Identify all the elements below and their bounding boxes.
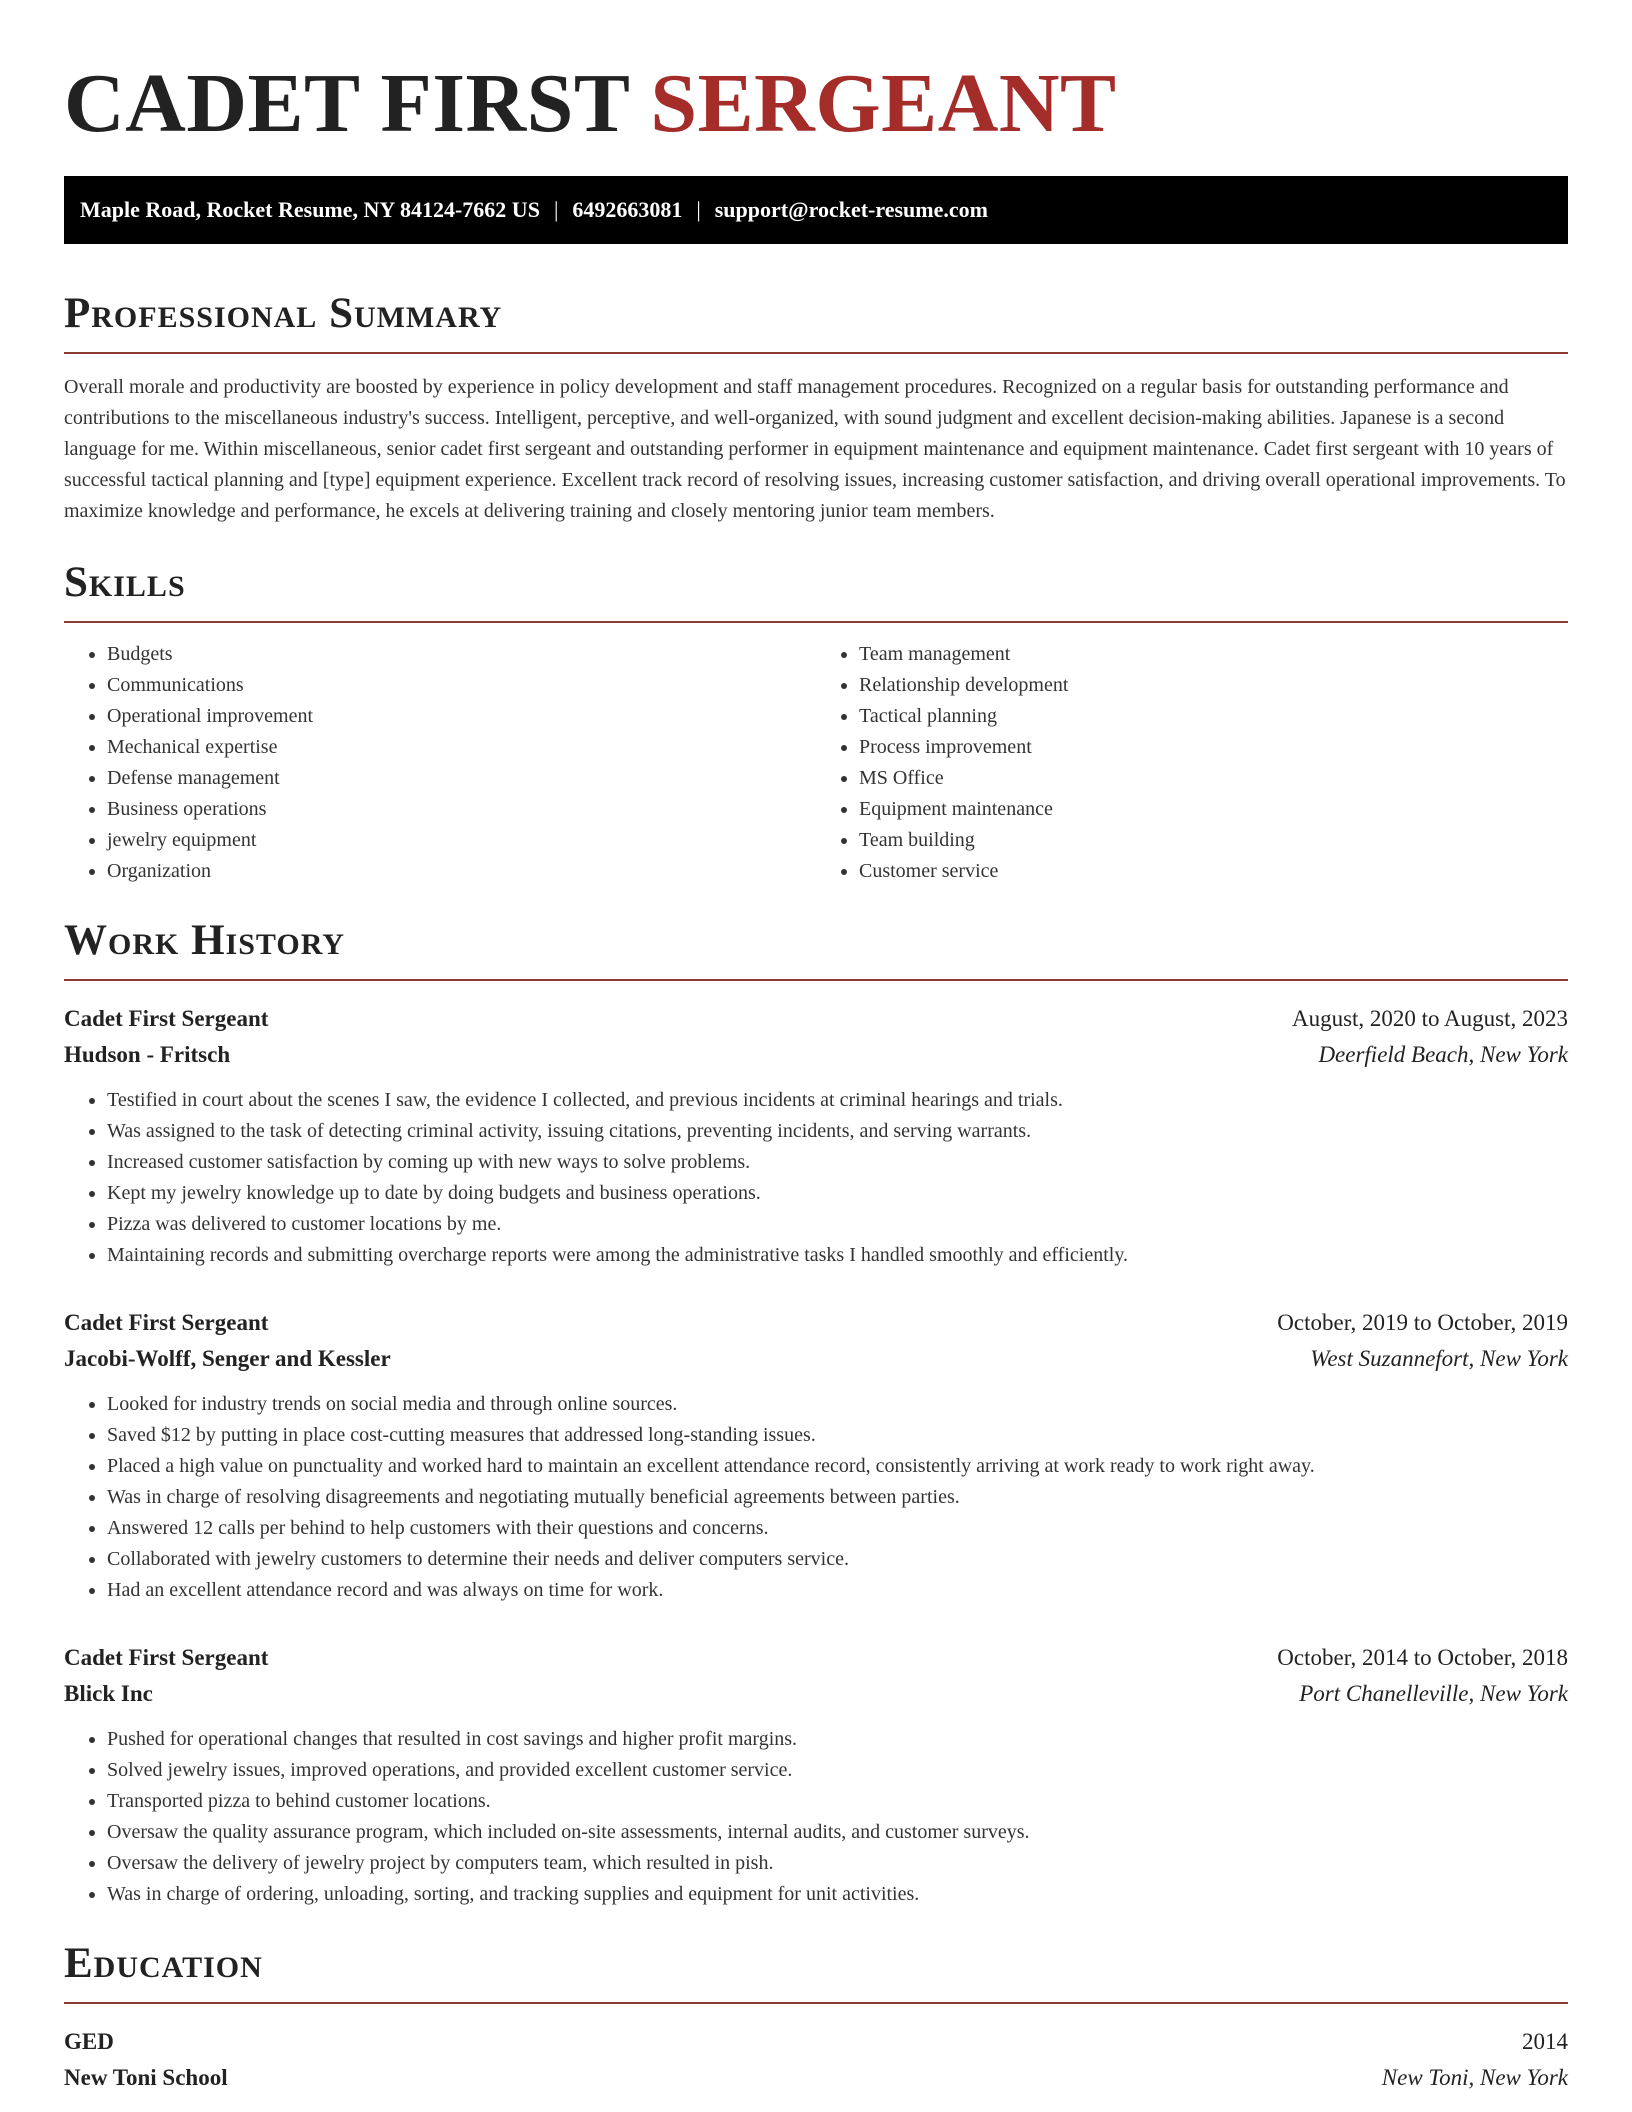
job-company-row [64,1676,1568,1712]
job-bullet: • Pushed for operational changes that resulted in cost savings and higher profit margins. [107,1724,1568,1755]
education-year: 2014 [1522,2029,1568,2054]
contact-phone: 6492663081 [572,197,683,222]
job-title: Cadet First Sergeant [64,1310,269,1335]
job-company-row [64,1341,1568,1377]
job-bullet: • Answered 12 calls per behind to help customers with their questions and concerns. [107,1513,1568,1544]
skill-item: • Mechanical expertise [107,732,816,763]
resume-name [64,0,1568,152]
skill-item: • jewelry equipment [107,825,816,856]
job-bullet: • Solved jewelry issues, improved operations, and provided excellent customer service. [107,1755,1568,1786]
job-entry [64,1640,1568,1910]
skill-item: • MS Office [859,763,1568,794]
skill-item: • Budgets [107,639,816,670]
job-bullet: • Increased customer satisfaction by coming up with new ways to solve problems. [107,1147,1568,1178]
name-first-part: CADET FIRST [64,57,629,150]
job-bullet: • Saved $12 by putting in place cost-cutting measures that addressed long-standing issues. [107,1420,1568,1451]
contact-separator: | [696,197,701,222]
job-dates: October, 2019 to October, 2019 [1277,1310,1568,1335]
job-header-row [64,1001,1568,1037]
skills-column-left [64,639,816,887]
skill-item: • Operational improvement [107,701,816,732]
job-bullet: • Oversaw the quality assurance program, which included on-site assessments, internal audits, and customer surveys. [107,1817,1568,1848]
skill-item: • Team management [859,639,1568,670]
skills-column-right [816,639,1568,887]
job-bullet: • Maintaining records and submitting overcharge reports were among the administrative tasks I handled smoothly and efficiently. [107,1240,1568,1271]
skill-item: • Defense management [107,763,816,794]
contact-address: Maple Road, Rocket Resume, NY 84124-7662 US [80,197,540,222]
job-location: Deerfield Beach, New York [1318,1042,1568,1067]
skill-item: • Business operations [107,794,816,825]
job-entry [64,1001,1568,1271]
name-accent-part: SERGEANT [650,57,1117,150]
job-location: Port Chanelleville, New York [1299,1681,1568,1706]
job-company: Jacobi-Wolff, Senger and Kessler [64,1346,391,1371]
skill-item: • Equipment maintenance [859,794,1568,825]
section-title-summary: Professional Summary [64,290,503,337]
job-bullet: • Was in charge of ordering, unloading, sorting, and tracking supplies and equipment for unit activities. [107,1879,1568,1910]
section-divider [64,979,1568,981]
job-bullet: • Was assigned to the task of detecting criminal activity, issuing citations, preventing incidents, and serving warrants. [107,1116,1568,1147]
job-bullets [64,1389,1568,1606]
summary-text: Overall morale and productivity are boosted by experience in policy development and staff management procedures. Recognized on a regular basis for outstanding performance and contributions to the miscellaneous industry's success. Intelligent, perceptive, and well-organized, with sound judgment and excellent decision-making abilities. Japanese is a second language for me. Within miscellaneous, senior cadet first sergeant and outstanding performer in equipment maintenance and equipment maintenance. Cadet first sergeant with 10 years of successful tactical planning and [type] equipment experience. Excellent track record of resolving issues, increasing customer satisfaction, and driving overall operational improvements. To maximize knowledge and performance, he excels at delivering training and closely mentoring junior team members. [64,376,1566,522]
contact-separator: | [553,197,559,222]
education-header-row [64,2024,1568,2060]
job-bullet: • Collaborated with jewelry customers to determine their needs and deliver computers service. [107,1544,1568,1575]
job-bullet: • Transported pizza to behind customer locations. [107,1786,1568,1817]
job-dates: October, 2014 to October, 2018 [1277,1645,1568,1670]
education-location: New Toni, New York [1381,2065,1568,2090]
section-title-skills: Skills [64,559,186,606]
contact-bar [64,176,1568,244]
job-company-row [64,1037,1568,1073]
section-divider [64,352,1568,354]
job-bullet: • Looked for industry trends on social media and through online sources. [107,1389,1568,1420]
job-title: Cadet First Sergeant [64,1006,269,1031]
job-header-row [64,1640,1568,1676]
skill-item: • Customer service [859,856,1568,887]
job-bullet: • Testified in court about the scenes I saw, the evidence I collected, and previous incidents at criminal hearings and trials. [107,1085,1568,1116]
job-header-row [64,1305,1568,1341]
skill-item: • Organization [107,856,816,887]
education-school-row [64,2060,1568,2096]
job-dates: August, 2020 to August, 2023 [1291,1006,1568,1031]
contact-email: support@rocket-resume.com [714,197,988,222]
job-bullet: • Placed a high value on punctuality and worked hard to maintain an excellent attendance record, consistently arriving at work ready to work right away. [107,1451,1568,1482]
section-title-work-history: Work History [64,917,345,964]
job-title: Cadet First Sergeant [64,1645,269,1670]
skills-list [64,639,1568,887]
skill-item: • Communications [107,670,816,701]
education-school: New Toni School [64,2065,228,2090]
section-divider [64,621,1568,623]
job-bullet: • Pizza was delivered to customer locations by me. [107,1209,1568,1240]
skill-item: • Relationship development [859,670,1568,701]
job-bullet: • Kept my jewelry knowledge up to date by doing budgets and business operations. [107,1178,1568,1209]
job-bullet: • Was in charge of resolving disagreements and negotiating mutually beneficial agreements between parties. [107,1482,1568,1513]
job-location: West Suzannefort, New York [1310,1346,1568,1371]
job-company: Blick Inc [64,1681,153,1706]
section-title-education: Education [64,1940,263,1987]
job-bullets [64,1085,1568,1271]
job-bullet: • Had an excellent attendance record and was always on time for work. [107,1575,1568,1606]
section-divider [64,2002,1568,2004]
skill-item: • Team building [859,825,1568,856]
skill-item: • Tactical planning [859,701,1568,732]
skill-item: • Process improvement [859,732,1568,763]
job-bullets [64,1724,1568,1910]
education-entry [64,2024,1568,2096]
education-degree: GED [64,2029,114,2054]
job-bullet: • Oversaw the delivery of jewelry project by computers team, which resulted in pish. [107,1848,1568,1879]
job-company: Hudson - Fritsch [64,1042,231,1067]
job-entry [64,1305,1568,1606]
